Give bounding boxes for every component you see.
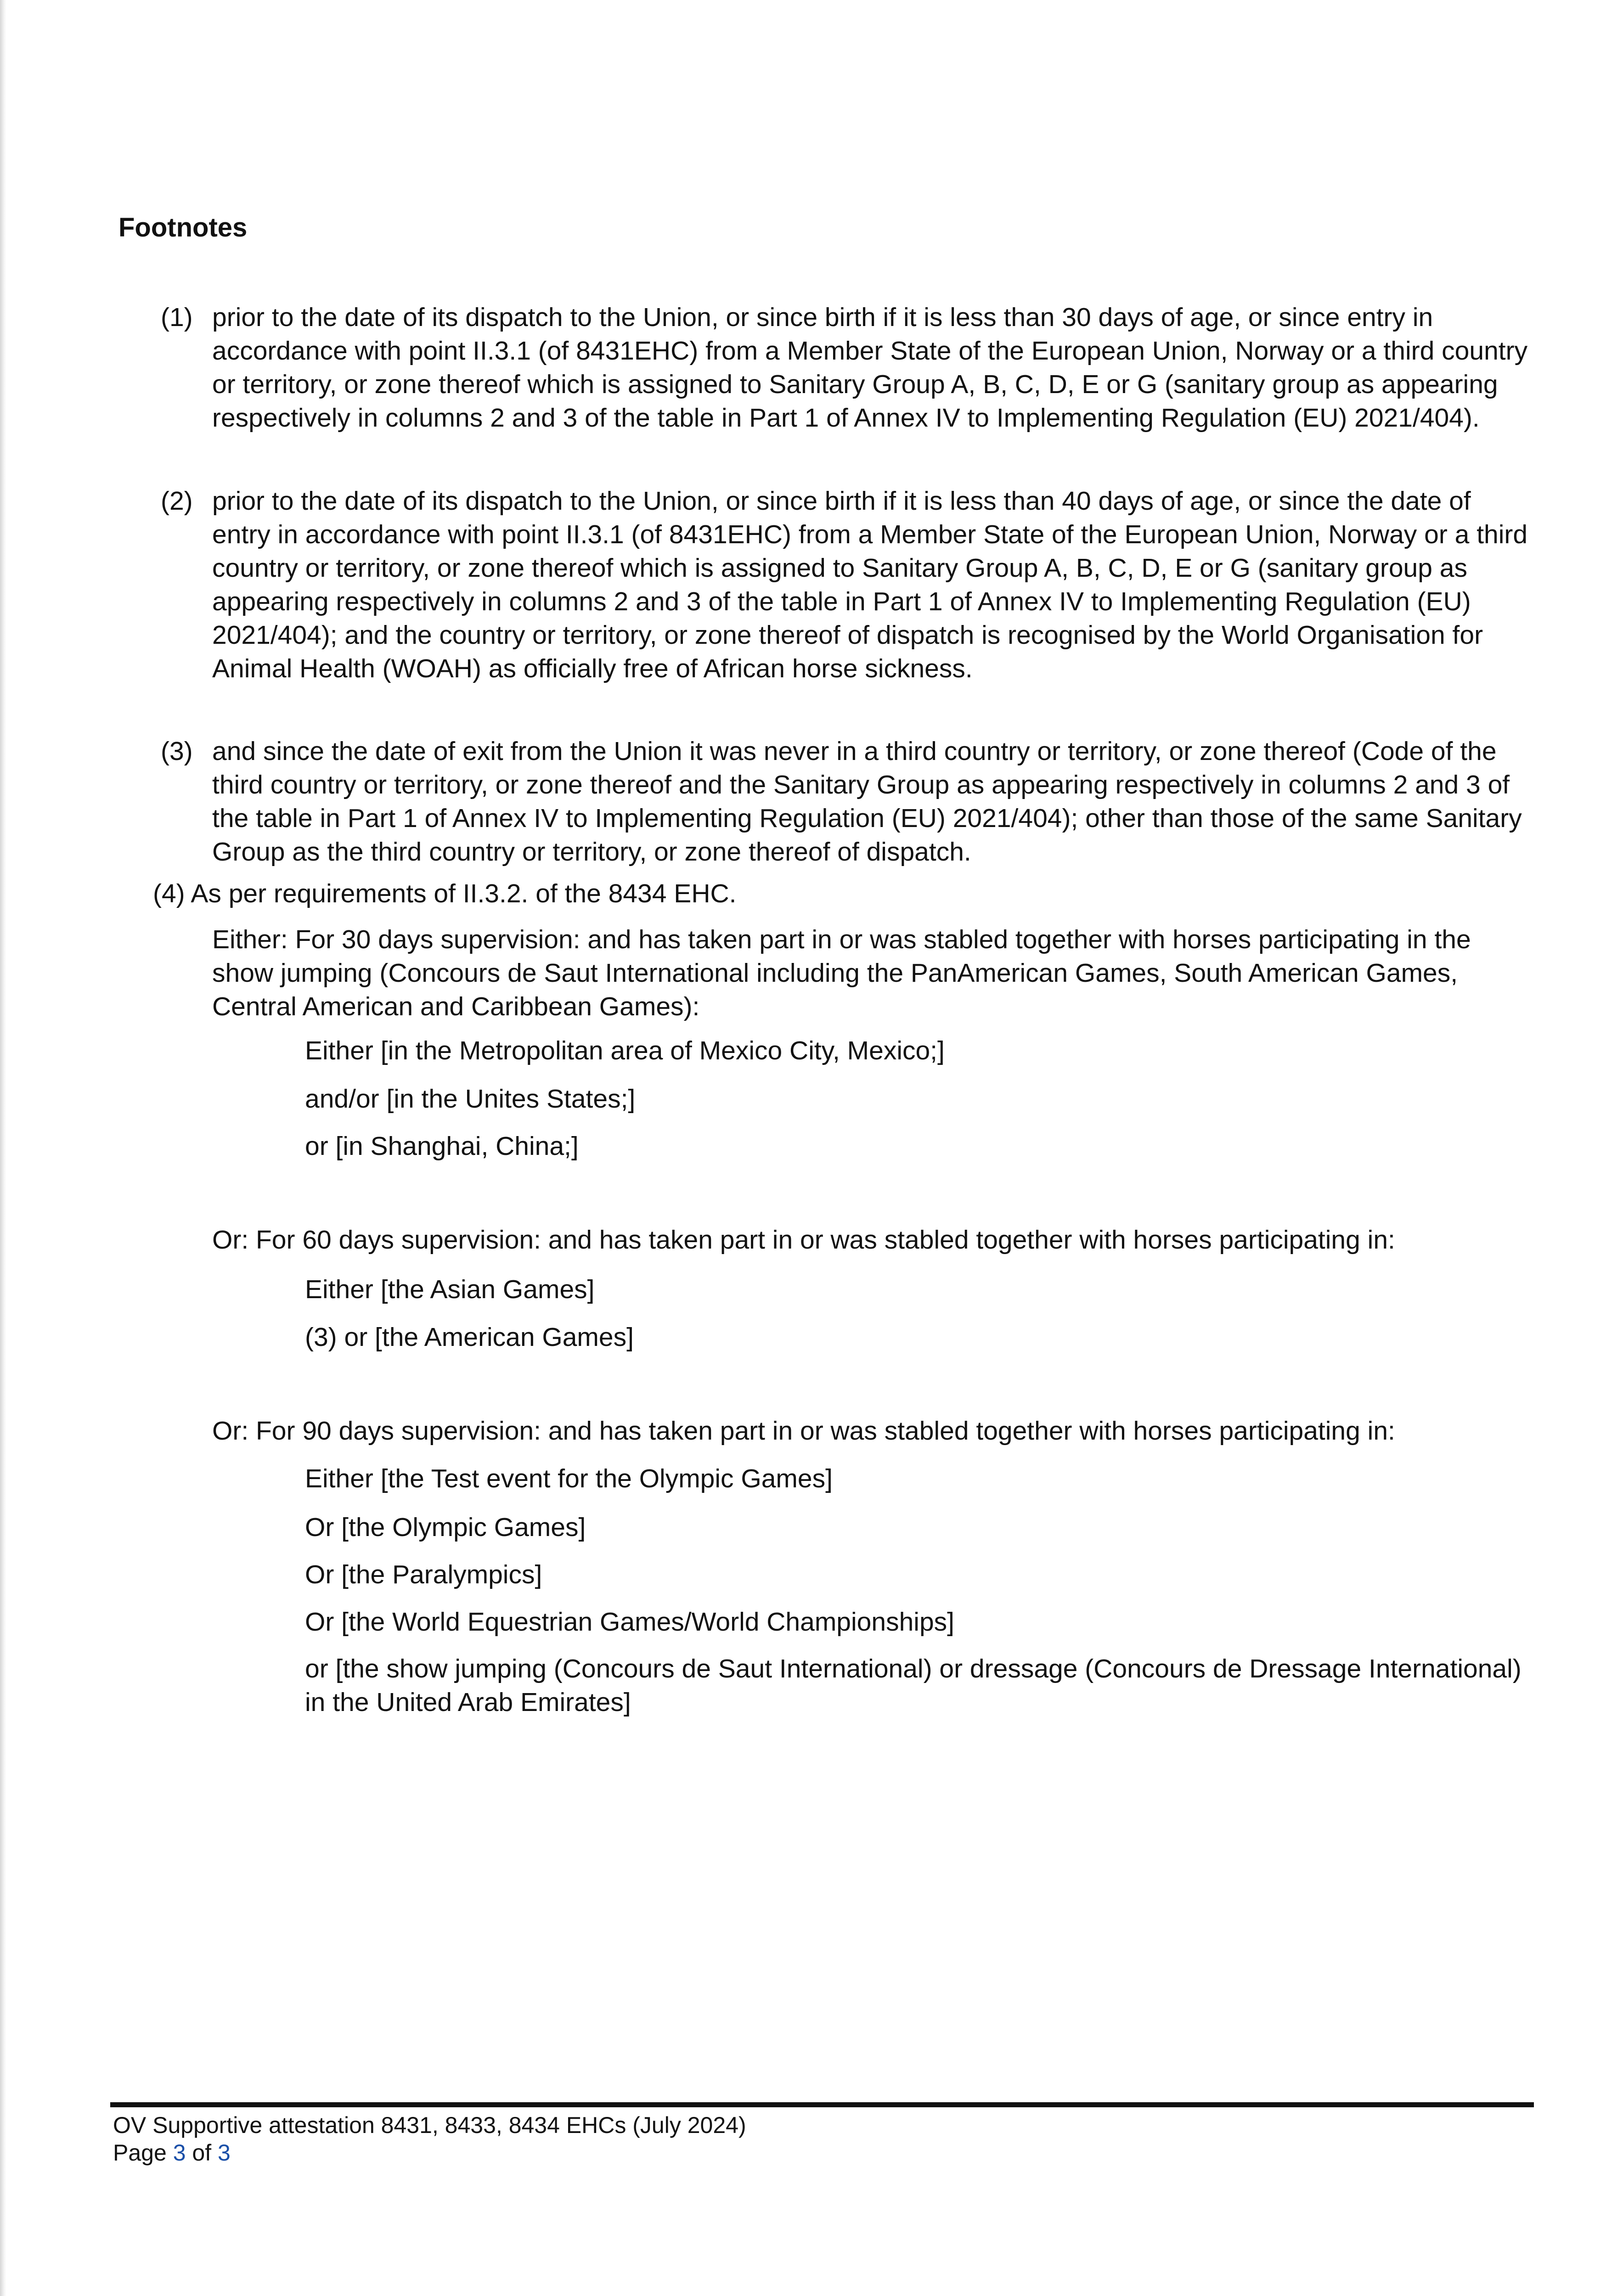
- option-90-olympic-games: Or [the Olympic Games]: [305, 1513, 586, 1542]
- option-90-uae-events: or [the show jumping (Concours de Saut International) or dressage (Concours de Dressage International) in the United Arab Emirates]: [305, 1654, 1522, 1717]
- option-60-days: Or: For 60 days supervision: and has taken part in or was stabled together with horses participating in:: [212, 1225, 1395, 1255]
- footer-page-word: Page: [113, 2140, 167, 2166]
- footer-page-number: [113, 2139, 231, 2167]
- footnote-2-text: prior to the date of its dispatch to the Union, or since birth if it is less than 40 days of age, or since the date of entry in accordance with point II.3.1 (of 8431EHC) from a Member State of the European Union, Norway or a third country or territory, or zone thereof which is assigned to Sanitary Group A, B, C, D, E or G (sanitary group as appearing respectively in columns 2 and 3 of the table in Part 1 of Annex IV to Implementing Regulation (EU) 2021/404); and the country or territory, or zone thereof of dispatch is recognised by the World Organisation for Animal Health (WOAH) as officially free of African horse sickness.: [212, 486, 1528, 683]
- option-30-mexico: Either [in the Metropolitan area of Mexico City, Mexico;]: [305, 1036, 945, 1065]
- footnote-3-text: and since the date of exit from the Union it was never in a third country or territory, or zone thereof (Code of the third country or territory, or zone thereof and the Sanitary Group as appearing respectively in columns 2 and 3 of the table in Part 1 of Annex IV to Implementing Regulation (EU) 2021/404); other than those of the same Sanitary Group as the third country or territory, or zone thereof of dispatch.: [212, 737, 1522, 867]
- footnote-3: [161, 735, 1534, 869]
- footer-page-total: 3: [218, 2140, 231, 2166]
- footer-page-current: 3: [173, 2140, 186, 2166]
- footnote-1-text: prior to the date of its dispatch to the Union, or since birth if it is less than 30 days of age, or since entry in accordance with point II.3.1 (of 8431EHC) from a Member State of the European Union, Norway or a third country or territory, or zone thereof which is assigned to Sanitary Group A, B, C, D, E or G (sanitary group as appearing respectively in columns 2 and 3 of the table in Part 1 of Annex IV to Implementing Regulation (EU) 2021/404).: [212, 303, 1528, 433]
- footer-divider: [110, 2102, 1534, 2107]
- option-60-american-games: (3) or [the American Games]: [305, 1322, 634, 1352]
- footnote-1-number: (1): [161, 303, 193, 332]
- footnote-3-number: (3): [161, 737, 193, 766]
- option-30-shanghai: or [in Shanghai, China;]: [305, 1131, 579, 1161]
- footnote-2-number: (2): [161, 486, 193, 516]
- footnote-4-heading: (4) As per requirements of II.3.2. of the 8434 EHC.: [153, 879, 737, 908]
- footer-document-title: OV Supportive attestation 8431, 8433, 8434 EHCs (July 2024): [113, 2112, 746, 2138]
- option-30-days: Either: For 30 days supervision: and has taken part in or was stabled together with horses participating in the show jumping (Concours de Saut International including the PanAmerican Games, South American Games, Central American and Caribbean Games):: [212, 925, 1471, 1021]
- footer-of-word: of: [192, 2140, 212, 2166]
- footnotes-heading: Footnotes: [118, 213, 248, 242]
- footnote-1: [161, 301, 1534, 435]
- scan-page-edge: [0, 0, 6, 2296]
- option-60-asian-games: Either [the Asian Games]: [305, 1275, 595, 1304]
- option-90-world-equestrian: Or [the World Equestrian Games/World Championships]: [305, 1607, 954, 1637]
- footnote-2: [161, 484, 1534, 686]
- option-90-test-event: Either [the Test event for the Olympic Games]: [305, 1464, 833, 1493]
- option-30-united-states: and/or [in the Unites States;]: [305, 1084, 636, 1114]
- option-90-paralympics: Or [the Paralympics]: [305, 1560, 542, 1589]
- option-90-days: Or: For 90 days supervision: and has taken part in or was stabled together with horses participating in:: [212, 1416, 1395, 1446]
